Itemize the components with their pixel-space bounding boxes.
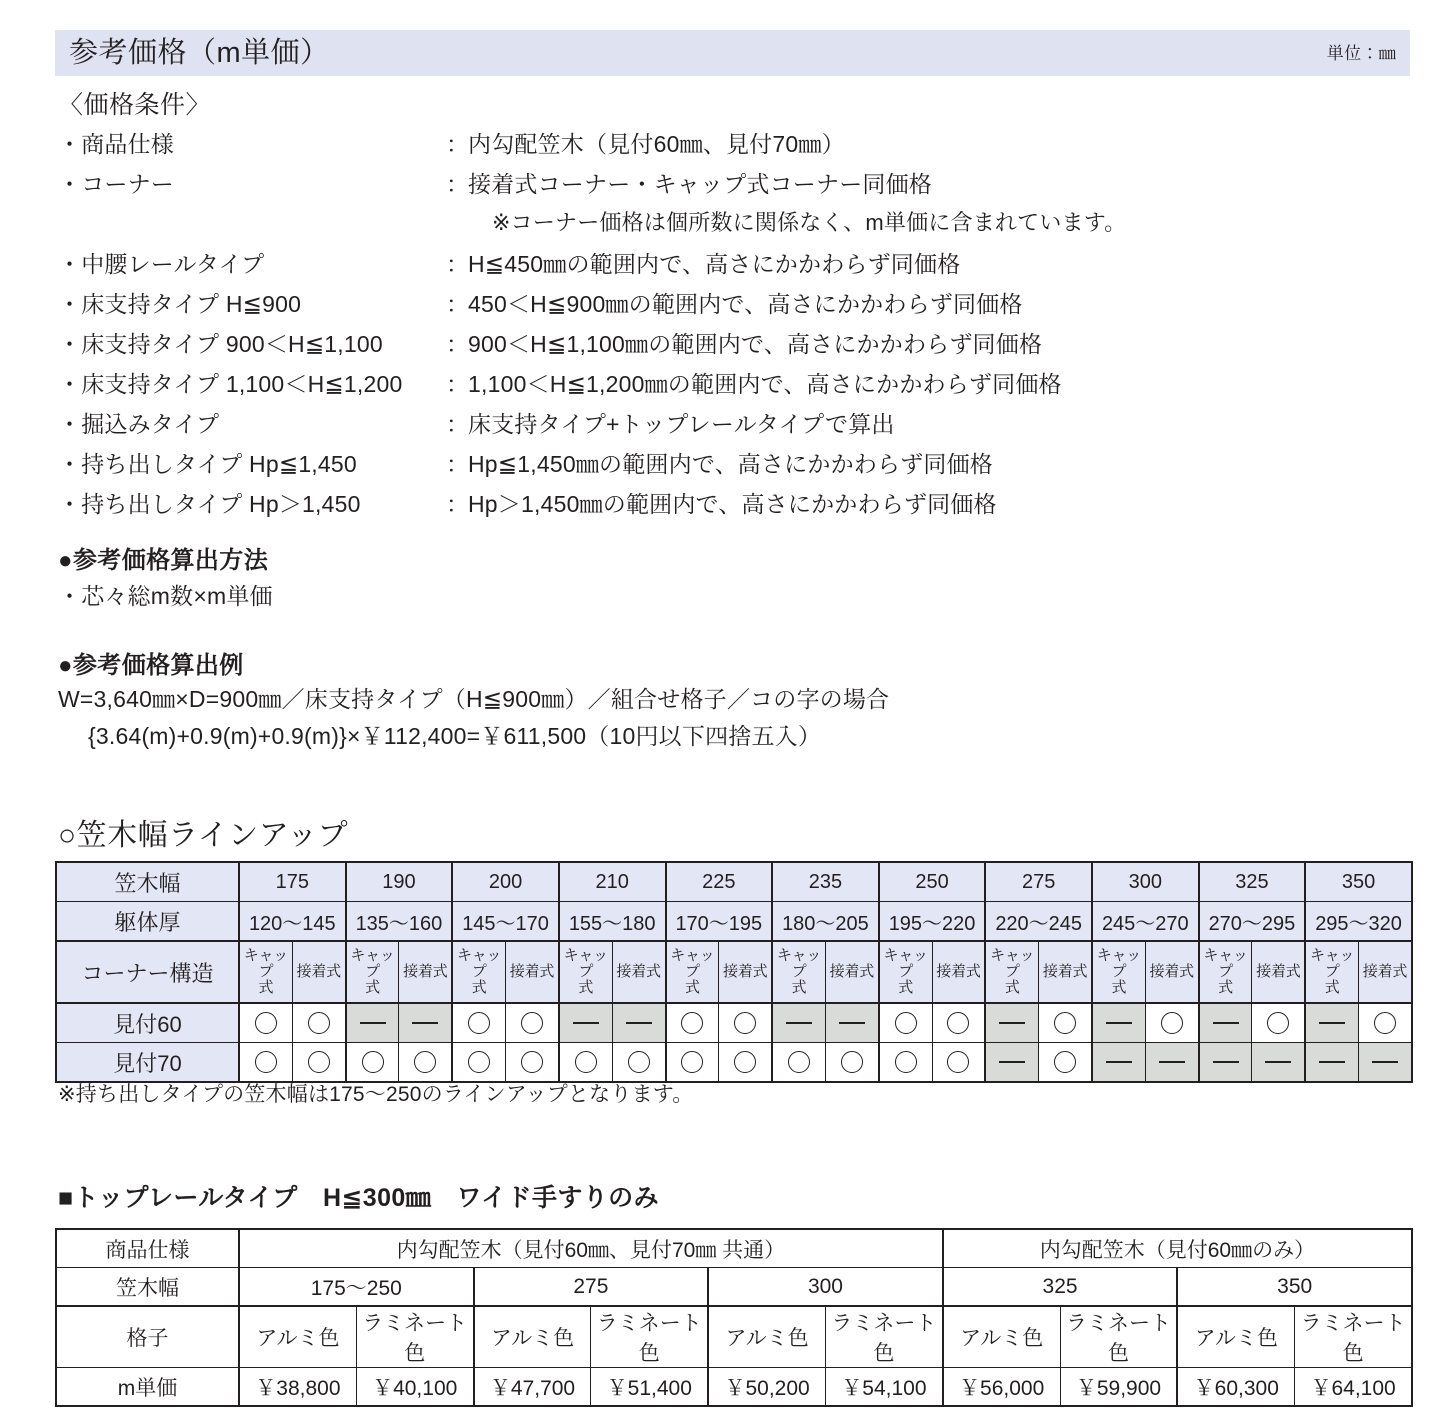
availability-unavailable <box>1305 1043 1358 1083</box>
lineup-width-header: 325 <box>1199 862 1306 902</box>
availability-available <box>239 1003 292 1043</box>
condition-colon: ： <box>446 291 470 317</box>
condition-label: ・床支持タイプ H≦900 <box>58 291 302 317</box>
koushi-type-laminate: ラミネート色 <box>1060 1306 1177 1368</box>
condition-colon: ： <box>446 131 470 157</box>
dash-icon <box>999 1061 1025 1063</box>
corner-type-cap: キャップ 式 <box>239 941 292 1003</box>
lineup-width-header: 210 <box>559 862 666 902</box>
corner-type-adhesive: 接着式 <box>1359 941 1412 1003</box>
dash-icon <box>412 1022 438 1024</box>
corner-type-cap: キャップ 式 <box>1199 941 1252 1003</box>
availability-available <box>719 1043 772 1083</box>
circle-icon <box>521 1012 543 1034</box>
corner-type-cap: キャップ 式 <box>666 941 719 1003</box>
availability-unavailable <box>1199 1043 1252 1083</box>
condition-colon: ： <box>446 411 470 437</box>
lineup-thickness-value: 180〜205 <box>772 902 879 942</box>
availability-available <box>612 1043 665 1083</box>
availability-available <box>932 1003 985 1043</box>
unit-label: 単位：㎜ <box>1326 43 1396 63</box>
lineup-row-label-corner: コーナー構造 <box>56 941 239 1003</box>
condition-row-spec <box>58 126 1408 166</box>
circle-icon <box>788 1051 810 1073</box>
availability-available <box>666 1043 719 1083</box>
lineup-width-header: 300 <box>1092 862 1199 902</box>
availability-available <box>452 1003 505 1043</box>
lineup-thickness-value: 120〜145 <box>239 902 346 942</box>
lineup-row-corner-structure <box>56 941 1412 1003</box>
availability-unavailable <box>1359 1043 1412 1083</box>
availability-available <box>239 1043 292 1083</box>
koushi-type-aluminum: アルミ色 <box>943 1306 1060 1368</box>
price-value: ￥64,100 <box>1295 1368 1412 1407</box>
availability-unavailable <box>346 1003 399 1043</box>
lineup-row-mitsuke60 <box>56 1003 1412 1043</box>
corner-type-adhesive: 接着式 <box>612 941 665 1003</box>
dash-icon <box>1213 1061 1239 1063</box>
corner-type-adhesive: 接着式 <box>932 941 985 1003</box>
lineup-footnote: ※持ち出しタイプの笠木幅は175〜250のラインアップとなります。 <box>58 1083 694 1106</box>
price-value: ￥50,200 <box>708 1368 825 1407</box>
condition-value: H≦450㎜の範囲内で、高さにかかわらず同価格 <box>468 251 961 277</box>
condition-value: Hp≦1,450㎜の範囲内で、高さにかかわらず同価格 <box>468 451 993 477</box>
condition-colon: ： <box>446 371 470 397</box>
corner-type-cap: キャップ 式 <box>879 941 932 1003</box>
circle-icon <box>308 1012 330 1034</box>
availability-available <box>825 1043 878 1083</box>
lineup-row-label-thickness: 躯体厚 <box>56 902 239 942</box>
koushi-type-laminate: ラミネート色 <box>825 1306 942 1368</box>
lineup-thickness-value: 170〜195 <box>666 902 773 942</box>
condition-value: Hp＞1,450㎜の範囲内で、高さにかかわらず同価格 <box>468 491 997 517</box>
condition-row-embedded <box>58 406 1408 446</box>
lineup-thickness-value: 145〜170 <box>452 902 559 942</box>
lineup-heading: ○笠木幅ラインアップ <box>58 819 349 852</box>
condition-label: ・床支持タイプ 1,100＜H≦1,200 <box>58 371 403 397</box>
condition-colon: ： <box>446 171 470 197</box>
availability-available <box>399 1043 452 1083</box>
kasagi-width-lineup-table <box>55 861 1413 1083</box>
koushi-type-aluminum: アルミ色 <box>708 1306 825 1368</box>
availability-available <box>1145 1003 1198 1043</box>
corner-type-adhesive: 接着式 <box>292 941 345 1003</box>
lineup-width-header: 225 <box>666 862 773 902</box>
condition-value: 1,100＜H≦1,200㎜の範囲内で、高さにかかわらず同価格 <box>468 371 1062 397</box>
condition-colon: ： <box>446 251 470 277</box>
corner-type-adhesive: 接着式 <box>1252 941 1305 1003</box>
lineup-row-mitsuke60-label: 見付60 <box>56 1003 239 1043</box>
corner-type-cap: キャップ 式 <box>772 941 825 1003</box>
availability-available <box>1039 1003 1092 1043</box>
koushi-type-laminate: ラミネート色 <box>591 1306 708 1368</box>
condition-row-floor-h1100 <box>58 326 1408 366</box>
dash-icon <box>1319 1061 1345 1063</box>
price-value: ￥40,100 <box>356 1368 473 1407</box>
availability-available <box>506 1043 559 1083</box>
availability-available <box>1252 1003 1305 1043</box>
price-width-value: 275 <box>474 1268 709 1307</box>
price-row-label-width: 笠木幅 <box>56 1268 239 1307</box>
price-conditions-title: 〈価格条件〉 <box>58 91 212 119</box>
lineup-row-mitsuke70 <box>56 1043 1412 1083</box>
koushi-type-aluminum: アルミ色 <box>474 1306 591 1368</box>
calc-method-heading: ●参考価格算出方法 <box>58 547 269 574</box>
availability-unavailable <box>399 1003 452 1043</box>
circle-icon <box>255 1012 277 1034</box>
corner-type-adhesive: 接着式 <box>825 941 878 1003</box>
dash-icon <box>1213 1022 1239 1024</box>
price-row-label-spec: 商品仕様 <box>56 1229 239 1268</box>
price-row-spec <box>56 1229 1412 1268</box>
dash-icon <box>1106 1061 1132 1063</box>
dash-icon <box>999 1022 1025 1024</box>
lineup-width-header: 350 <box>1305 862 1412 902</box>
condition-row-corner-note <box>58 206 1408 246</box>
corner-type-cap: キャップ 式 <box>1305 941 1358 1003</box>
condition-colon: ： <box>446 451 470 477</box>
condition-label: ・床支持タイプ 900＜H≦1,100 <box>58 331 383 357</box>
circle-icon <box>1054 1051 1076 1073</box>
calc-example-heading: ●参考価格算出例 <box>58 652 244 679</box>
corner-type-cap: キャップ 式 <box>559 941 612 1003</box>
circle-icon <box>895 1012 917 1034</box>
circle-icon <box>362 1051 384 1073</box>
toprail-heading: ■トップレールタイプ H≦300㎜ ワイド手すりのみ <box>58 1184 659 1212</box>
price-width-value: 325 <box>943 1268 1178 1307</box>
condition-value: 接着式コーナー・キャップ式コーナー同価格 <box>468 171 932 197</box>
condition-value: 床支持タイプ+トップレールタイプで算出 <box>468 411 895 437</box>
availability-unavailable <box>772 1003 825 1043</box>
circle-icon <box>255 1051 277 1073</box>
availability-unavailable <box>559 1003 612 1043</box>
lineup-row-label-width: 笠木幅 <box>56 862 239 902</box>
availability-unavailable <box>985 1043 1038 1083</box>
availability-unavailable <box>825 1003 878 1043</box>
corner-type-adhesive: 接着式 <box>399 941 452 1003</box>
condition-row-midrail <box>58 246 1408 286</box>
dash-icon <box>1265 1061 1291 1063</box>
price-width-value: 350 <box>1177 1268 1412 1307</box>
circle-icon <box>308 1051 330 1073</box>
price-row-label-koushi: 格子 <box>56 1306 239 1368</box>
condition-row-cantilever-le <box>58 446 1408 486</box>
circle-icon <box>1374 1012 1396 1034</box>
circle-icon <box>468 1051 490 1073</box>
corner-type-adhesive: 接着式 <box>1145 941 1198 1003</box>
availability-available <box>292 1003 345 1043</box>
availability-unavailable <box>985 1003 1038 1043</box>
price-value: ￥60,300 <box>1177 1368 1294 1407</box>
circle-icon <box>468 1012 490 1034</box>
circle-icon <box>734 1012 756 1034</box>
lineup-thickness-value: 270〜295 <box>1199 902 1306 942</box>
price-table-wrapper <box>55 1228 1411 1407</box>
availability-unavailable <box>1145 1043 1198 1083</box>
dash-icon <box>786 1022 812 1024</box>
lineup-thickness-value: 295〜320 <box>1305 902 1412 942</box>
availability-unavailable <box>1252 1043 1305 1083</box>
dash-icon <box>360 1022 386 1024</box>
availability-available <box>559 1043 612 1083</box>
availability-available <box>506 1003 559 1043</box>
circle-icon <box>575 1051 597 1073</box>
availability-available <box>879 1043 932 1083</box>
lineup-thickness-value: 220〜245 <box>985 902 1092 942</box>
circle-icon <box>734 1051 756 1073</box>
availability-available <box>932 1043 985 1083</box>
availability-unavailable <box>1092 1003 1145 1043</box>
dash-icon <box>573 1022 599 1024</box>
availability-available <box>1039 1043 1092 1083</box>
dash-icon <box>1106 1022 1132 1024</box>
corner-type-cap: キャップ 式 <box>1092 941 1145 1003</box>
condition-row-cantilever-gt <box>58 486 1408 526</box>
availability-available <box>879 1003 932 1043</box>
condition-row-corner <box>58 166 1408 206</box>
price-row-unit-price <box>56 1368 1412 1407</box>
lineup-thickness-value: 135〜160 <box>346 902 453 942</box>
availability-available <box>719 1003 772 1043</box>
condition-row-floor-h1200 <box>58 366 1408 406</box>
lineup-table-wrapper <box>55 861 1411 1083</box>
corner-type-adhesive: 接着式 <box>719 941 772 1003</box>
lineup-width-header: 190 <box>346 862 453 902</box>
corner-type-cap: キャップ 式 <box>985 941 1038 1003</box>
circle-icon <box>895 1051 917 1073</box>
lineup-width-header: 250 <box>879 862 986 902</box>
circle-icon <box>1054 1012 1076 1034</box>
koushi-type-laminate: ラミネート色 <box>356 1306 473 1368</box>
price-value: ￥51,400 <box>591 1368 708 1407</box>
price-row-width <box>56 1268 1412 1307</box>
dash-icon <box>1159 1061 1185 1063</box>
lineup-width-header: 275 <box>985 862 1092 902</box>
price-spec-group: 内勾配笠木（見付60㎜のみ） <box>943 1229 1412 1268</box>
koushi-type-laminate: ラミネート色 <box>1295 1306 1412 1368</box>
circle-icon <box>521 1051 543 1073</box>
price-value: ￥47,700 <box>474 1368 591 1407</box>
condition-label: ・コーナー <box>58 171 174 197</box>
calc-example-line2: {3.64(m)+0.9(m)+0.9(m)}×￥112,400=￥611,500（10円以下四捨五入） <box>88 723 822 749</box>
price-conditions-list <box>58 126 1408 526</box>
lineup-row-width <box>56 862 1412 902</box>
page-header-band <box>55 30 1410 76</box>
availability-available <box>292 1043 345 1083</box>
condition-colon: ： <box>446 331 470 357</box>
condition-value: 内勾配笠木（見付60㎜、見付70㎜） <box>468 131 845 157</box>
availability-unavailable <box>1199 1003 1252 1043</box>
calc-method-line: ・芯々総m数×m単価 <box>58 583 273 609</box>
availability-unavailable <box>1092 1043 1145 1083</box>
availability-unavailable <box>1305 1003 1358 1043</box>
dash-icon <box>1319 1022 1345 1024</box>
circle-icon <box>1161 1012 1183 1034</box>
price-width-value: 300 <box>708 1268 943 1307</box>
dash-icon <box>626 1022 652 1024</box>
page-title: 参考価格（m単価） <box>69 36 330 69</box>
price-width-value: 175〜250 <box>239 1268 474 1307</box>
condition-label: ・掘込みタイプ <box>58 411 220 437</box>
circle-icon <box>1267 1012 1289 1034</box>
condition-value: 450＜H≦900㎜の範囲内で、高さにかかわらず同価格 <box>468 291 1023 317</box>
circle-icon <box>681 1051 703 1073</box>
circle-icon <box>841 1051 863 1073</box>
corner-type-adhesive: 接着式 <box>506 941 559 1003</box>
condition-colon: ： <box>446 491 470 517</box>
toprail-price-table <box>55 1228 1413 1407</box>
price-row-koushi <box>56 1306 1412 1368</box>
lineup-thickness-value: 195〜220 <box>879 902 986 942</box>
availability-available <box>1359 1003 1412 1043</box>
condition-label: ・持ち出しタイプ Hp＞1,450 <box>58 491 361 517</box>
circle-icon <box>947 1051 969 1073</box>
dash-icon <box>1372 1061 1398 1063</box>
price-row-label-unit-price: m単価 <box>56 1368 239 1407</box>
dash-icon <box>839 1022 865 1024</box>
lineup-width-header: 200 <box>452 862 559 902</box>
corner-price-note: ※コーナー価格は個所数に関係なく、m単価に含まれています。 <box>492 210 1127 235</box>
koushi-type-aluminum: アルミ色 <box>1177 1306 1294 1368</box>
price-value: ￥59,900 <box>1060 1368 1177 1407</box>
availability-available <box>452 1043 505 1083</box>
availability-unavailable <box>612 1003 665 1043</box>
price-value: ￥54,100 <box>825 1368 942 1407</box>
lineup-row-mitsuke70-label: 見付70 <box>56 1043 239 1083</box>
availability-available <box>346 1043 399 1083</box>
calc-example-line1: W=3,640㎜×D=900㎜／床支持タイプ（H≦900㎜）／組合せ格子／コの字の場合 <box>58 686 890 712</box>
lineup-width-header: 235 <box>772 862 879 902</box>
availability-available <box>666 1003 719 1043</box>
condition-label: ・中腰レールタイプ <box>58 251 265 277</box>
lineup-thickness-value: 245〜270 <box>1092 902 1199 942</box>
lineup-width-header: 175 <box>239 862 346 902</box>
price-value: ￥56,000 <box>943 1368 1060 1407</box>
lineup-thickness-value: 155〜180 <box>559 902 666 942</box>
koushi-type-aluminum: アルミ色 <box>239 1306 356 1368</box>
circle-icon <box>681 1012 703 1034</box>
availability-available <box>772 1043 825 1083</box>
condition-value: 900＜H≦1,100㎜の範囲内で、高さにかかわらず同価格 <box>468 331 1043 357</box>
corner-type-cap: キャップ 式 <box>452 941 505 1003</box>
condition-label: ・商品仕様 <box>58 131 174 157</box>
condition-row-floor-h900 <box>58 286 1408 326</box>
price-value: ￥38,800 <box>239 1368 356 1407</box>
circle-icon <box>947 1012 969 1034</box>
corner-type-adhesive: 接着式 <box>1039 941 1092 1003</box>
circle-icon <box>628 1051 650 1073</box>
price-spec-group: 内勾配笠木（見付60㎜、見付70㎜ 共通） <box>239 1229 943 1268</box>
corner-type-cap: キャップ 式 <box>346 941 399 1003</box>
condition-label: ・持ち出しタイプ Hp≦1,450 <box>58 451 357 477</box>
lineup-row-thickness <box>56 902 1412 942</box>
circle-icon <box>414 1051 436 1073</box>
